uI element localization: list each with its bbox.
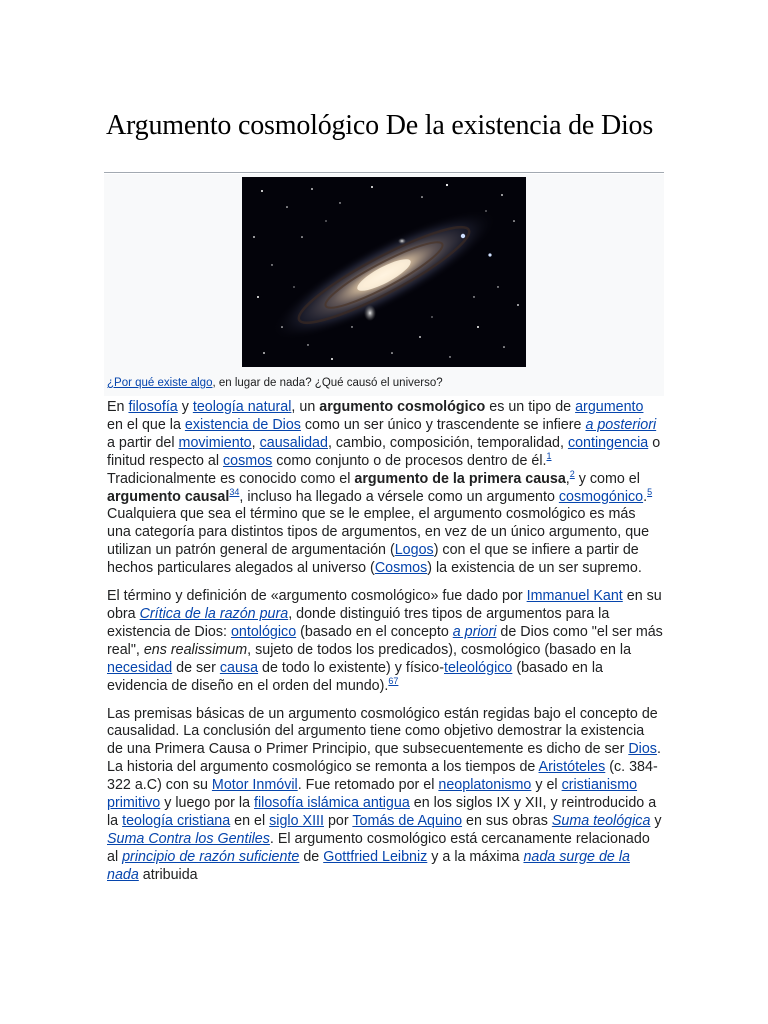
title-divider bbox=[104, 172, 664, 173]
ref-67[interactable]: 67 bbox=[388, 675, 399, 686]
article-body bbox=[107, 399, 663, 895]
link-siglo-xiii[interactable]: siglo XIII bbox=[269, 812, 324, 829]
ref-5[interactable]: 5 bbox=[647, 486, 653, 497]
link-teleologico[interactable]: teleológico bbox=[443, 659, 513, 676]
link-argumento[interactable]: argumento bbox=[575, 399, 644, 415]
link-principio-razon-suficiente[interactable]: principio de razón suficiente bbox=[122, 848, 300, 865]
link-cosmogonico[interactable]: cosmogónico bbox=[558, 488, 644, 505]
ref-1[interactable]: 1 bbox=[546, 450, 552, 461]
term-argumento-cosmologico: argumento cosmológico bbox=[319, 399, 486, 415]
link-suma-contra-gentiles[interactable]: Suma Contra los Gentiles bbox=[107, 830, 270, 847]
link-tomas-de-aquino[interactable]: Tomás de Aquino bbox=[352, 812, 463, 829]
galaxy-image[interactable] bbox=[242, 177, 526, 367]
link-dios[interactable]: Dios bbox=[628, 741, 657, 758]
link-a-posteriori[interactable]: a posteriori bbox=[585, 416, 657, 433]
link-suma-teologica[interactable]: Suma teológica bbox=[551, 812, 651, 829]
paragraph-1: En filosofía y teología natural, un argumento cosmológico es un tipo de argumento en el que la existencia de Dios como un ser único y trascendente se infiere a posteriori a partir del movimiento, causalidad, cambio, composición, temporalidad, contingencia o finitud respecto al cosmos como conjunto o de procesos dentro de él.$^1$ Tradicionalmente es conocido como el argumento de la primera causa,$^2$ y como el argumento causal$^{34}$, incluso ha llegado a vérsele como un argumento cosmogónico.$^5$ Cualquiera que sea el término que se le emplee, el argumento cosmológico es más una categoría para distintos tipos de argumentos, en vez de un único argumento, que utilizan un patrón general de argumentación (Logos) con el que se infiere a partir de hechos particulares alegados al universo (Cosmos) la existencia de un ser supremo. bbox=[107, 399, 661, 577]
link-nada-surge-de-la-nada[interactable]: nada surge de la nada bbox=[107, 848, 630, 883]
link-ontologico[interactable]: ontológico bbox=[230, 623, 297, 640]
link-contingencia[interactable]: contingencia bbox=[567, 434, 649, 451]
link-filosofia[interactable]: filosofía bbox=[128, 399, 178, 415]
caption-link[interactable]: ¿Por qué existe algo bbox=[107, 377, 213, 389]
link-teologia-natural[interactable]: teología natural bbox=[192, 399, 292, 415]
link-existencia-de-dios[interactable]: existencia de Dios bbox=[184, 416, 301, 433]
figure-caption bbox=[107, 377, 443, 389]
link-necesidad[interactable]: necesidad bbox=[107, 659, 173, 676]
link-movimiento[interactable]: movimiento bbox=[178, 434, 252, 451]
link-gottfried-leibniz[interactable]: Gottfried Leibniz bbox=[323, 848, 428, 865]
caption-text: , en lugar de nada? ¿Qué causó el universo? bbox=[212, 377, 443, 389]
link-a-priori[interactable]: a priori bbox=[452, 623, 497, 640]
ref-2[interactable]: 2 bbox=[569, 468, 575, 479]
link-teologia-cristiana[interactable]: teología cristiana bbox=[122, 812, 231, 829]
link-causa[interactable]: causa bbox=[219, 659, 259, 676]
link-neoplatonismo[interactable]: neoplatonismo bbox=[438, 777, 532, 794]
term-primera-causa: argumento de la primera causa bbox=[354, 470, 566, 487]
link-critica-razon-pura[interactable]: Crítica de la razón pura bbox=[139, 605, 289, 622]
figure-box bbox=[104, 174, 664, 396]
ref-34[interactable]: 34 bbox=[229, 486, 240, 497]
link-aristoteles[interactable]: Aristóteles bbox=[538, 759, 606, 776]
page-title: Argumento cosmológico De la existencia de Dios bbox=[106, 110, 654, 141]
link-causalidad[interactable]: causalidad bbox=[259, 434, 328, 451]
link-immanuel-kant[interactable]: Immanuel Kant bbox=[526, 588, 623, 605]
paragraph-2: El término y definición de «argumento cosmológico» fue dado por Immanuel Kant en su obra Crítica de la razón pura, donde distinguió tres tipos de argumentos para la existencia de Dios: ontológico (basado en el concepto a priori de Dios como "el ser más real", ens realissimum, sujeto de todos los predicados), cosmológico (basado en la necesidad de ser causa de todo lo existente) y físico-teleológico (basado en la evidencia de diseño en el orden del mundo).$^{67}$ bbox=[107, 588, 663, 694]
link-logos[interactable]: Logos bbox=[394, 542, 434, 559]
link-cristianismo-primitivo[interactable]: cristianismo primitivo bbox=[107, 777, 638, 812]
term-ens-realissimum: ens realissimum bbox=[143, 641, 248, 658]
link-cosmos[interactable]: cosmos bbox=[223, 452, 273, 469]
link-filosofia-islamica[interactable]: filosofía islámica antigua bbox=[254, 795, 410, 812]
term-argumento-causal: argumento causal bbox=[107, 488, 230, 505]
paragraph-3: Las premisas básicas de un argumento cosmológico están regidas bajo el concepto de causalidad. La conclusión del argumento tiene como objetivo demostrar la existencia de una Primera Causa o Primer Principio, que subsecuentemente es dicho de ser Dios. La historia del argumento cosmológico se remonta a los tiempos de Aristóteles (c. 384-322 a.C) con su Motor Inmóvil. Fue retomado por el neoplatonismo y el cristianismo primitivo y luego por la filosofía islámica antigua en los siglos IX y XII, y reintroducido a la teología cristiana en el siglo XIII por Tomás de Aquino en sus obras Suma teológica y Suma Contra los Gentiles. El argumento cosmológico está cercanamente relacionado al principio de razón suficiente de Gottfried Leibniz y a la máxima nada surge de la nada atribuida bbox=[107, 705, 662, 883]
galaxy-illustration bbox=[242, 177, 526, 367]
link-motor-inmovil[interactable]: Motor Inmóvil bbox=[211, 777, 298, 794]
link-cosmos-2[interactable]: Cosmos bbox=[374, 560, 428, 577]
